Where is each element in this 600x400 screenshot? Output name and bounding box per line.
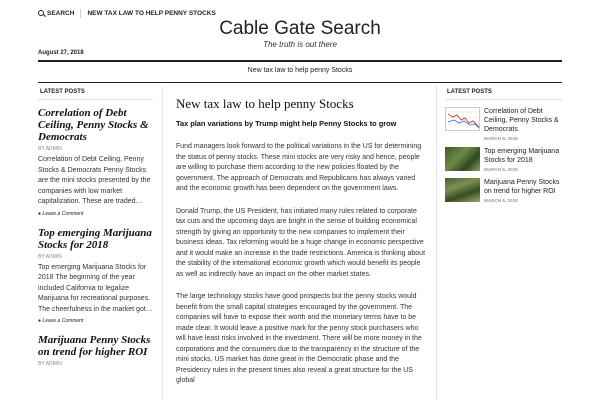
divider bbox=[80, 9, 81, 18]
left-post-title[interactable]: Top emerging Marijuana Stocks for 2018 bbox=[38, 226, 152, 251]
right-post[interactable] bbox=[445, 107, 562, 141]
search-button[interactable] bbox=[38, 10, 74, 17]
leave-comment-label: Leave a Comment bbox=[42, 318, 84, 324]
chart-thumbnail-graphic bbox=[446, 108, 481, 132]
left-post-byline[interactable]: BY ADMIN bbox=[38, 361, 62, 367]
site-tagline: The truth is out there bbox=[263, 40, 337, 49]
right-post-date: MARCH 6, 2018 bbox=[484, 198, 518, 203]
right-post-date: MARCH 6, 2018 bbox=[484, 136, 518, 141]
article-paragraph: Donald Trump, the US President, has initiated many rules related to corporate tax cuts and the upcoming days are bright in the sense of building economical strength by giving an opportunity to the new companies to implement their business ideas. Tax reforming would be a huge change in economic perspective and it would make an increase in the trade restrictions. America is thinking about the stability of the international economic growth which would benefit its people as well as indirectly have an impact on the other market states. bbox=[176, 207, 426, 278]
site-title[interactable]: Cable Gate Search bbox=[219, 18, 381, 39]
left-post-byline[interactable]: BY ADMIN bbox=[38, 146, 62, 152]
right-post[interactable] bbox=[445, 178, 562, 203]
left-sidebar-heading: LATEST POSTS bbox=[38, 86, 153, 100]
left-post-byline[interactable]: BY ADMIN bbox=[38, 253, 62, 260]
left-post-title[interactable]: Marijuana Penny Stocks on trend for higher ROI bbox=[38, 334, 151, 358]
nav-current-item[interactable]: New tax law to help penny Stocks bbox=[247, 67, 353, 74]
article-paragraph: Fund managers look forward to the political variations in the US for determining the status of penny stocks. These mini stocks are very risky and hence, people are willing to purchase them according to the new policies floated by the government. The approach of Democrats and Republicans has always varied and the economic growth has been dependent on the government laws. bbox=[176, 143, 422, 192]
right-post-date: MARCH 6, 2018 bbox=[484, 167, 518, 172]
nav-divider bbox=[38, 82, 562, 83]
header-divider bbox=[38, 60, 562, 62]
left-post-title[interactable]: Correlation of Debt Ceiling, Penny Stocks & Democrats bbox=[38, 107, 149, 143]
article-title: New tax law to help penny Stocks bbox=[176, 96, 354, 111]
left-post-excerpt: Top emerging Marijuana Stocks for 2018 The beginning of the year included California to legalize Marijuana for recreational purposes. The cheerfulness in the market got… bbox=[38, 263, 153, 313]
main-article bbox=[176, 96, 428, 387]
leave-comment-label: Leave a Comment bbox=[42, 210, 84, 217]
right-post-title[interactable]: Top emerging Marijuana Stocks for 2018 bbox=[484, 148, 560, 164]
left-post bbox=[38, 334, 153, 367]
news-ticker-link[interactable]: NEW TAX LAW TO HELP PENNY STOCKS bbox=[87, 9, 216, 17]
right-sidebar-heading: LATEST POSTS bbox=[445, 86, 562, 100]
leave-comment-link[interactable]: ● Leave a Comment bbox=[38, 210, 84, 217]
left-post-excerpt: Correlation of Debt Ceiling, Penny Stocks & Democrats Penny Stocks are the mini stocks presented by the companies with low market capitalization. These are traded… bbox=[38, 156, 151, 205]
column-divider bbox=[162, 86, 163, 400]
current-date: August 27, 2018 bbox=[38, 50, 84, 56]
search-icon bbox=[38, 10, 44, 16]
right-post-title[interactable]: Correlation of Debt Ceiling, Penny Stocks & Democrats bbox=[484, 108, 559, 133]
right-post-title[interactable]: Marijuana Penny Stocks on trend for higher ROI bbox=[484, 179, 560, 195]
leave-comment-link[interactable]: ● Leave a Comment bbox=[38, 318, 84, 324]
right-post[interactable] bbox=[445, 147, 562, 172]
left-sidebar bbox=[38, 86, 153, 377]
left-post bbox=[38, 107, 153, 217]
article-paragraph: The large technology stocks have good prospects but the penny stocks would benefit from the small capital strategies encouraged by the government. The companies will have to expose their worth and the monetary terms have to be made clear. It would leave a positive mark for the penny stock purchasers who will have least risks involved in the investment. There will be more money in the corporations and the consumers due to the transparency in the structure of the mini stocks. US market has done great in the Democratic phase and the Presidency rules in the present times also reveal a great structure for the US global bbox=[176, 293, 422, 384]
marijuana-leaf-thumbnail[interactable] bbox=[445, 147, 480, 171]
right-sidebar bbox=[445, 86, 562, 209]
marijuana-plant-thumbnail[interactable] bbox=[445, 178, 480, 202]
column-divider bbox=[436, 86, 437, 400]
chart-thumbnail-icon[interactable] bbox=[445, 107, 480, 131]
search-label: SEARCH bbox=[47, 9, 75, 17]
left-post bbox=[38, 227, 153, 325]
article-subtitle: Tax plan variations by Trump might help Penny Stocks to grow bbox=[176, 119, 397, 128]
